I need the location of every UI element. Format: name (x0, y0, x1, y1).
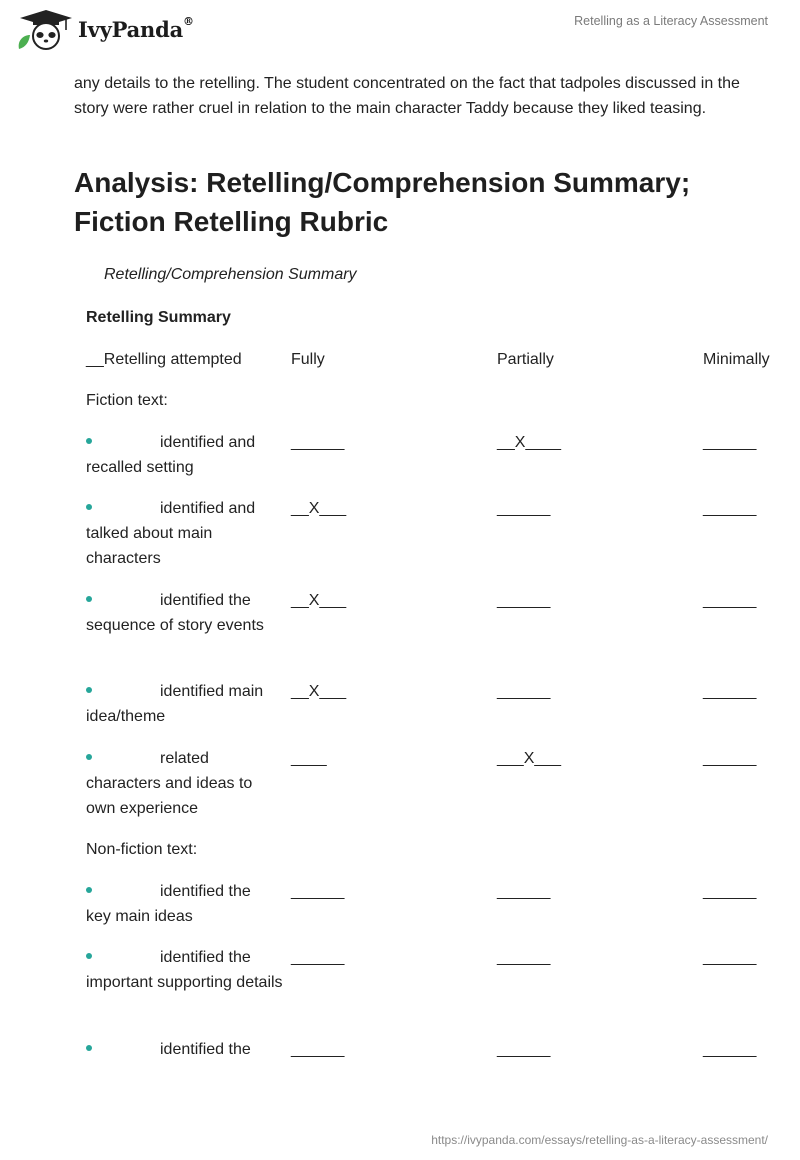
table-row-label: identified and recalled setting (86, 434, 256, 476)
table-row-label: identified the important supporting details (86, 949, 283, 991)
nonfiction-label: Non-fiction text: (86, 841, 198, 858)
header-minimally: Minimally (703, 351, 770, 368)
cell-minimally: ______ (703, 1041, 757, 1058)
cell-minimally: ______ (703, 949, 757, 966)
cell-partially: ______ (497, 949, 551, 966)
header-fully: Fully (291, 351, 325, 368)
panda-logo-icon (14, 8, 72, 50)
cell-minimally: ______ (703, 883, 757, 900)
cell-partially: ______ (497, 500, 551, 517)
table-row-label: identified the key main ideas (86, 883, 251, 925)
ivypanda-logo[interactable] (14, 8, 194, 50)
registered-mark: ® (183, 14, 194, 28)
cell-minimally: ______ (703, 750, 757, 767)
cell-fully: ______ (291, 434, 345, 451)
cell-partially: ___X___ (497, 750, 562, 767)
cell-minimally: ______ (703, 434, 757, 451)
header-label: __Retelling attempted (86, 351, 242, 368)
footer-url-link[interactable]: https://ivypanda.com/essays/retelling-as-a-literacy-assessment/ (431, 1133, 768, 1147)
cell-partially: ______ (497, 592, 551, 609)
table-title: Retelling Summary (86, 309, 231, 326)
intro-paragraph (74, 71, 754, 121)
cell-minimally: ______ (703, 500, 757, 517)
table-subtitle: Retelling/Comprehension Summary (104, 266, 357, 283)
intro-text: any details to the retelling. The student concentrated on the fact that tadpoles discussed in the story were rather cruel in relation to the main character Taddy because they liked teasing. (74, 75, 740, 117)
logo-name: IvyPanda (78, 16, 184, 42)
cell-minimally: ______ (703, 592, 757, 609)
cell-fully: ______ (291, 1041, 345, 1058)
cell-partially: __X____ (497, 434, 562, 451)
cell-fully: __X___ (291, 683, 347, 700)
section-heading: Analysis: Retelling/Comprehension Summary; Fiction Retelling Rubric (74, 167, 691, 237)
logo-text (78, 14, 194, 42)
cell-fully: __X___ (291, 500, 347, 517)
table-row-label: identified and talked about main characters (86, 500, 256, 567)
page-header (0, 0, 800, 60)
cell-fully: ______ (291, 949, 345, 966)
table-row-label: identified the sequence of story events (86, 592, 264, 634)
table-row-label: identified main idea/theme (86, 683, 264, 725)
cell-fully: __X___ (291, 592, 347, 609)
cell-fully: ____ (291, 750, 327, 767)
cell-minimally: ______ (703, 683, 757, 700)
table-row-label: identified the (160, 1041, 251, 1058)
document-title: Retelling as a Literacy Assessment (574, 14, 768, 28)
cell-partially: ______ (497, 883, 551, 900)
cell-fully: ______ (291, 883, 345, 900)
header-partially: Partially (497, 351, 554, 368)
cell-partially: ______ (497, 683, 551, 700)
table-row-label: related characters and ideas to own experience (86, 750, 253, 817)
fiction-label: Fiction text: (86, 392, 168, 409)
cell-partially: ______ (497, 1041, 551, 1058)
